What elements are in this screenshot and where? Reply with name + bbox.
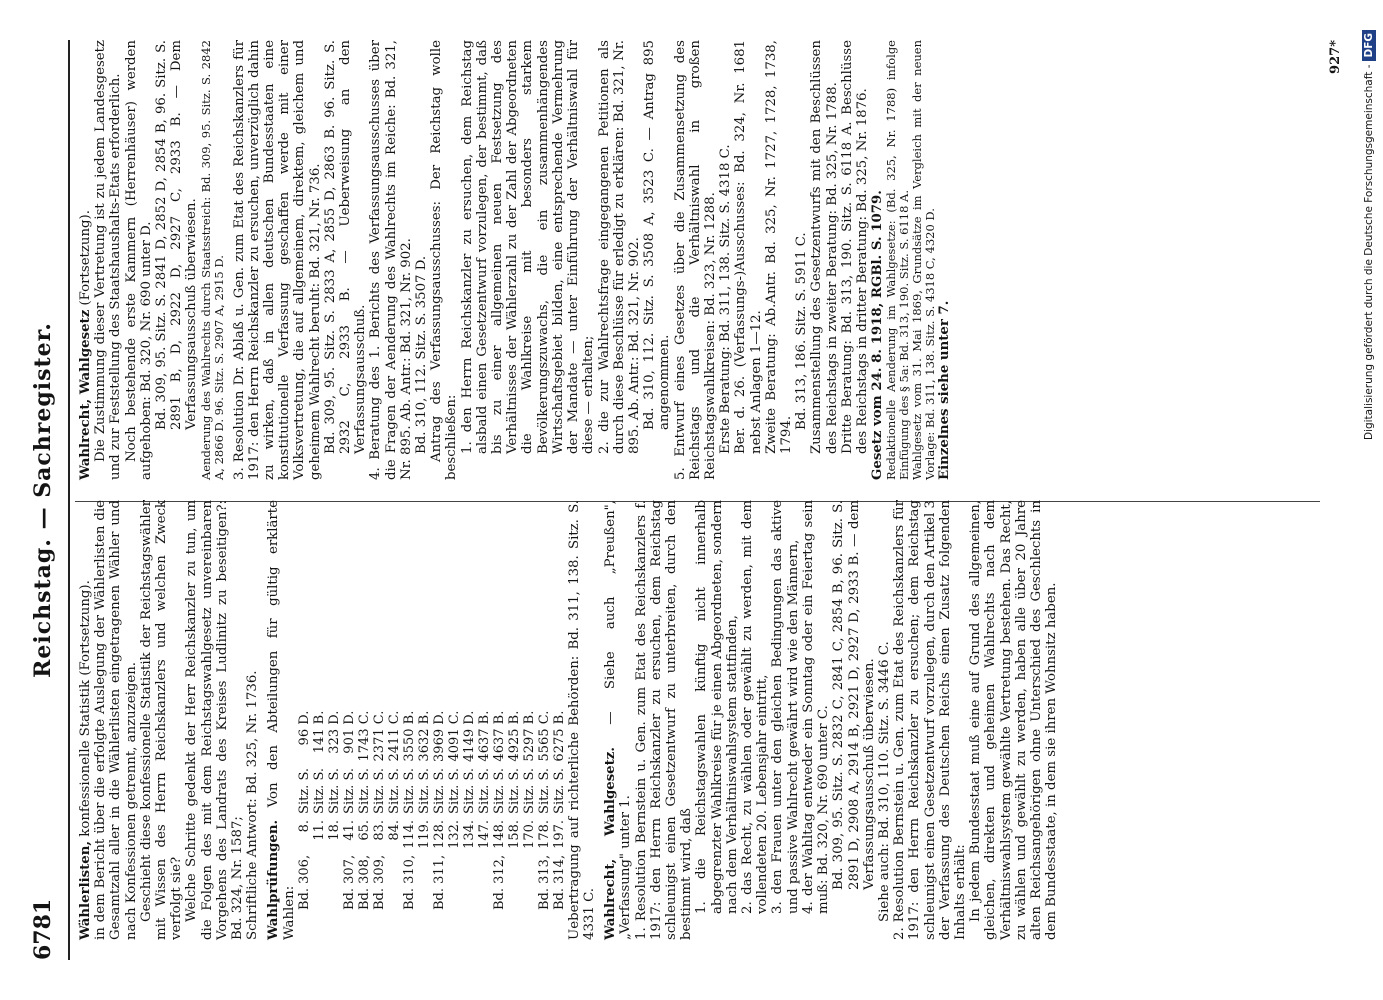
- table-row: [372, 705, 387, 910]
- signature-mark: 927*: [1328, 40, 1343, 74]
- table-cell: [507, 849, 522, 910]
- paragraph: Ber. d. 26. (Verfassungs-)Ausschusses: Bd. 324, Nr. 1681 nebst Anlagen 1—12.: [733, 40, 764, 454]
- table-cell: Sitz. S.: [446, 767, 462, 814]
- list-item: 4. Beratung des 1. Berichts des Verfassungsausschusses über die Fragen der Aenderung des Wahlrechts im Reiche: Bd. 321, Nr. 895. Ab. Antr.: Bd. 321, Nr. 902.: [368, 40, 414, 480]
- list-item: 2. die zur Wahlrechtsfrage eingegangenen Petitionen als durch diese Beschlüsse für erledigt zu erklären: Bd. 321, Nr. 895. Ab. Antr.: Bd. 321, Nr. 902.: [596, 40, 642, 454]
- table-cell: 3550 B.: [401, 710, 417, 762]
- paragraph: Redaktionelle Aenderung im Wahlgesetze: (Bd. 325, Nr. 1788) infolge Einfügung des § 5a: Bd. 313, 190. Sitz. S. 6118 A.: [884, 40, 912, 480]
- table-row: [552, 705, 567, 910]
- table-row: [402, 705, 417, 910]
- table-row: [387, 705, 402, 910]
- table-cell: Bd. 311,: [431, 854, 447, 910]
- paragraph: Geschieht diese konfessionelle Statistik der Reichstagswähler mit Wissen des Herrn Reichskanzlers und welchen Zweck verfolgt sie?: [138, 500, 185, 940]
- right-column: [78, 40, 953, 480]
- paragraph: Bd. 313, 186. Sitz. S. 5911 C.: [794, 232, 810, 430]
- paragraph: Bd. 309, 95. Sitz. S. 2832 C, 2841 C, 2854 B, 96. Sitz. S. 2891 D, 2908 A, 2914 B, 2921 D, 2927 D, 2933 B. — dem Verfassungsausschuß überwiesen.: [831, 500, 877, 890]
- list-item: 1. den Herrn Reichskanzler zu ersuchen, dem Reichstag alsbald einen Gesetzentwurf vorzulegen, der bestimmt, daß bis zu einer allgemeinen neuen Festsetzung des Verhältnisses der Wählerzahl zu der Zahl der Abgeordneten die Wahlkreise mit besonders starkem Bevölkerungszuwachs, die ein zusammenhängendes Wirtschaftsgebiet bilden, eine entsprechende Vermehrung der Mandate — unter Einführung der Verhältniswahl für diese — erhalten;: [459, 40, 597, 454]
- table-cell: 96 D.: [296, 710, 312, 746]
- table-row: [432, 705, 447, 910]
- table-cell: Bd. 310,: [401, 854, 417, 910]
- table-cell: Sitz. S.: [341, 767, 357, 814]
- table-cell: [327, 849, 342, 910]
- paragraph: Noch bestehende erste Kammern (Herrenhäuser) werden aufgehoben: Bd. 320, Nr. 690 unter D.: [123, 40, 154, 480]
- table-row: [522, 705, 537, 910]
- table-cell: [447, 849, 462, 910]
- paragraph: 1. Resolution Bernstein u. Gen. zum Etat des Reichskanzlers f. 1917: den Herrn Reichskanzler zu ersuchen, dem Reichstag schleunigst einen Gesetzentwurf zu unterbreiten, durch den bestimmt wird, daß: [633, 500, 695, 940]
- page-header: [30, 40, 70, 960]
- paragraph: Siehe auch: Bd. 310, 110. Sitz. S. 3446 C.: [876, 641, 892, 922]
- table-cell: 8.: [296, 819, 312, 833]
- table-row: [492, 705, 507, 910]
- table-row: [462, 705, 477, 910]
- credit-text: Digitalisierung gefördert durch die Deutsche Forschungsgemeinschaft -: [1363, 64, 1375, 441]
- table-row: [297, 705, 312, 910]
- table-cell: Bd. 314,: [551, 854, 567, 910]
- table-cell: 114.: [401, 819, 417, 849]
- header-rule: [68, 40, 70, 960]
- table-cell: 3969 D.: [431, 710, 447, 762]
- table-cell: 134.: [461, 819, 477, 849]
- paragraph: Welche Schritte gedenkt der Herr Reichskanzler zu tun, um die Folgen des mit dem Reichstagswahlgesetz unvereinbaren Vorgehens des Landrats des Kreises Ludlinitz zu beseitigen?: Bd. 324, Nr. 1587;: [184, 500, 246, 940]
- table-row: [417, 705, 432, 910]
- table-cell: Bd. 312,: [491, 854, 507, 910]
- paragraph: Bd. 310, 112. Sitz. S. 3507 D.: [414, 255, 430, 454]
- paragraph: Bd. 309, 95. Sitz. S. 2841 D, 2852 D, 2854 B, 96. Sitz. S. 2891 B, D, 2922 D, 2927 C, 2933 B. — Dem Verfassungsausschuß überwiesen.: [154, 40, 200, 430]
- table-cell: 4149 D.: [461, 710, 477, 762]
- table-cell: Sitz. S.: [551, 767, 567, 814]
- table-cell: Sitz. S.: [506, 767, 522, 814]
- table-row: [537, 705, 552, 910]
- entry-heading: Wahlprüfungen. Von den Abteilungen für gültig erklärte Wahlen:: [266, 500, 297, 940]
- table-cell: 4637 B.: [476, 710, 492, 762]
- paragraph: Uebertragung auf richterliche Behörden: Bd. 311, 138. Sitz. S. 4331 C.: [566, 500, 598, 940]
- list-item: 2. das Recht, zu wählen oder gewählt zu werden, mit dem vollendeten 20. Lebensjahr eintritt,: [740, 500, 771, 914]
- table-cell: [387, 849, 402, 910]
- page-number: 6781: [30, 898, 56, 960]
- reference-table: [297, 705, 567, 910]
- table-cell: 3632 B.: [416, 710, 432, 762]
- table-cell: Bd. 308,: [356, 854, 372, 910]
- table-row: [357, 705, 372, 910]
- table-cell: Sitz. S.: [476, 767, 492, 814]
- table-row: [312, 705, 327, 910]
- table-cell: [312, 849, 327, 910]
- table-cell: Sitz. S.: [431, 767, 447, 814]
- list-item: 4. der Wahltag entweder ein Sonntag oder ein Feiertag sein muß: Bd. 320, Nr. 690 unter C.: [800, 500, 832, 914]
- paragraph: Erste Beratung: Bd. 311, 138. Sitz. S. 4318 C.: [718, 144, 734, 454]
- table-cell: Bd. 313,: [536, 854, 552, 910]
- table-cell: 2371 C.: [371, 710, 387, 762]
- table-cell: Sitz. S.: [491, 767, 507, 814]
- table-cell: Sitz. S.: [356, 767, 372, 814]
- entry-heading: Wahlrecht, Wahlgesetz (Fortsetzung).: [78, 210, 93, 480]
- table-cell: 83.: [371, 819, 387, 841]
- table-cell: Sitz. S.: [296, 767, 312, 814]
- table-cell: [462, 849, 477, 910]
- paragraph: Dritte Beratung: Bd. 313, 190. Sitz. S. 6118 A. Beschlüsse des Reichstags in dritter Beratung: Bd. 325, Nr. 1876.: [839, 40, 870, 454]
- table-cell: Sitz. S.: [401, 767, 417, 814]
- digitization-credit: [1358, 0, 1380, 1000]
- entry-heading: Wahlrecht, Wahlgesetz. — Siehe auch „Preußen", „Verfassung" unter 1.: [603, 500, 634, 940]
- table-cell: 128.: [431, 819, 447, 849]
- table-cell: Bd. 309,: [371, 854, 387, 910]
- list-item: 3. den Frauen unter den gleichen Bedingungen das aktive und passive Wahlrecht gewährt wird wie den Männern,: [770, 500, 801, 914]
- paragraph: Aenderung des Wahlrechts durch Staatsstreich: Bd. 309, 95. Sitz. S. 2842 A, 2866 D. 96. Sitz. S. 2907 A, 2915 D.: [198, 40, 226, 480]
- table-cell: [477, 849, 492, 910]
- table-cell: Sitz. S.: [386, 767, 402, 814]
- table-cell: Bd. 307,: [341, 854, 357, 910]
- table-cell: 132.: [446, 819, 462, 849]
- table-cell: 4091 C.: [446, 710, 462, 762]
- paragraph: Die Zustimmung dieser Vertretung ist zu jedem Landesgesetz und zur Feststellung des Staatshaushalts-Etats erforderlich.: [93, 40, 124, 480]
- table-cell: 147.: [476, 819, 492, 849]
- table-cell: Sitz. S.: [371, 767, 387, 814]
- paragraph: Antrag des Verfassungsausschusses: Der Reichstag wolle beschließen:: [429, 40, 460, 480]
- entry-heading: Wählerlisten, konfessionelle Statistik (Fortsetzung).: [78, 580, 93, 940]
- table-cell: 84.: [386, 819, 402, 841]
- table-cell: 65.: [356, 819, 372, 841]
- table-cell: 2411 C.: [386, 710, 402, 762]
- table-row: [327, 705, 342, 910]
- table-cell: Sitz. S.: [461, 767, 477, 814]
- table-cell: [417, 849, 432, 910]
- table-cell: 4637 B.: [491, 710, 507, 762]
- table-cell: Sitz. S.: [416, 767, 432, 814]
- table-cell: 148.: [491, 819, 507, 849]
- table-cell: [522, 849, 537, 910]
- table-cell: Bd. 306,: [296, 854, 312, 910]
- paragraph: in dem Bericht über die erfolgte Auslegung der Wählerlisten die Gesamtzahl aller in die Wählerlisten eingetragenen Wähler und nach Konfessionen getrennt, anzuzeigen.: [93, 500, 139, 940]
- table-cell: 901 D.: [341, 710, 357, 754]
- list-item: 3. Resolution Dr. Ablaß u. Gen. zum Etat des Reichskanzlers für 1917: den Herrn Reichskanzler zu ersuchen, unverzüglich dahin zu wirken, daß in allen deutschen Bundesstaaten eine konstitutionelle Verfassung geschaffen werde mit einer Volksvertretung, die auf allgemeinem, direktem, gleichem und geheimem Wahlrecht beruht: Bd. 321, Nr. 736.: [231, 40, 323, 480]
- table-cell: Sitz. S.: [521, 767, 537, 814]
- table-cell: 158.: [506, 819, 522, 849]
- table-cell: 18.: [326, 819, 342, 841]
- table-cell: 170.: [521, 819, 537, 849]
- table-cell: 141 B.: [311, 710, 327, 754]
- table-row: [477, 705, 492, 910]
- paragraph: Zusammenstellung des Gesetzentwurfs mit den Beschlüssen des Reichstags in zweiter Beratung: Bd. 325, Nr. 1788.: [809, 40, 840, 454]
- paragraph: Wahlgesetz vom 31. Mai 1869, Grundsätze im Vergleich mit der neuen Vorlage: Bd. 311, 138. Sitz. S. 4318 C, 4320 D.: [910, 40, 938, 480]
- list-item: 1. die Reichstagswahlen künftig nicht innerhalb abgegrenzter Wahlkreise für je einen Abgeordneten, sondern nach dem Verhältniswahlsystem stattfinden,: [694, 500, 740, 914]
- table-cell: 41.: [341, 819, 357, 841]
- left-column: [78, 500, 1059, 940]
- table-cell: 119.: [416, 819, 432, 849]
- entry-heading: Gesetz vom 24. 8. 1918, RGBl. S. 1079.: [870, 190, 886, 480]
- paragraph: In jedem Bundesstaat muß eine auf Grund des allgemeinen, gleichen, direkten und geheimen Wahlrechts nach dem Verhältniswahlsystem gewählte Vertretung bestehen. Das Recht, zu wählen und gewählt zu werden, haben alle über 20 Jahre alten Reichsangehörigen ohne Unterschied des Geschlechts in dem Bundesstaate, in dem sie ihren Wohnsitz haben.: [968, 500, 1060, 940]
- table-row: [447, 705, 462, 910]
- table-cell: 5297 B.: [521, 710, 537, 762]
- table-cell: Sitz. S.: [536, 767, 552, 814]
- table-cell: 4925 B.: [506, 710, 522, 762]
- table-cell: Sitz. S.: [311, 767, 327, 814]
- table-cell: 6275 B.: [551, 710, 567, 762]
- table-row: [507, 705, 522, 910]
- table-cell: 197.: [551, 819, 567, 849]
- table-cell: 1743 C.: [356, 710, 372, 762]
- entry-heading: Einzelnes siehe unter 7.: [937, 300, 953, 480]
- list-item: 5. Entwurf eines Gesetzes über die Zusammensetzung des Reichstags und die Verhältniswahl in großen Reichstagswahlkreisen: Bd. 323, Nr. 1288.: [672, 40, 718, 480]
- table-cell: 178.: [536, 819, 552, 849]
- paragraph: Zweite Beratung: Ab.Antr. Bd. 325, Nr. 1727, 1728, 1738, 1794.: [763, 40, 794, 454]
- paragraph: 2. Resolution Bernstein u. Gen. zum Etat des Reichskanzlers für 1917: den Herrn Reichskanzler zu ersuchen; dem Reichstag schleunigst einen Gesetzentwurf vorzulegen, durch den Artikel 3 der Verfassung des Deutschen Reichs einen Zusatz folgenden Inhalts erhält:: [892, 500, 968, 940]
- paragraph: Schriftliche Antwort: Bd. 325, Nr. 1736.: [245, 670, 261, 940]
- running-title: Reichstag. — Sachregister.: [30, 322, 56, 678]
- table-cell: 5565 C.: [536, 710, 552, 762]
- table-cell: 323 D.: [326, 710, 342, 754]
- table-cell: 11.: [311, 819, 327, 841]
- paragraph: Bd. 309, 95. Sitz. S. 2833 A, 2855 D, 2863 B. 96. Sitz. S. 2932 C, 2933 B. — Ueberweisung an den Verfassungsausschuß.: [322, 40, 369, 454]
- dfg-logo: DFG: [1362, 30, 1376, 61]
- table-cell: Sitz. S.: [326, 767, 342, 814]
- paragraph: Bd. 310, 112. Sitz. S. 3508 A, 3523 C. — Antrag 895 angenommen.: [642, 40, 673, 430]
- table-row: [342, 705, 357, 910]
